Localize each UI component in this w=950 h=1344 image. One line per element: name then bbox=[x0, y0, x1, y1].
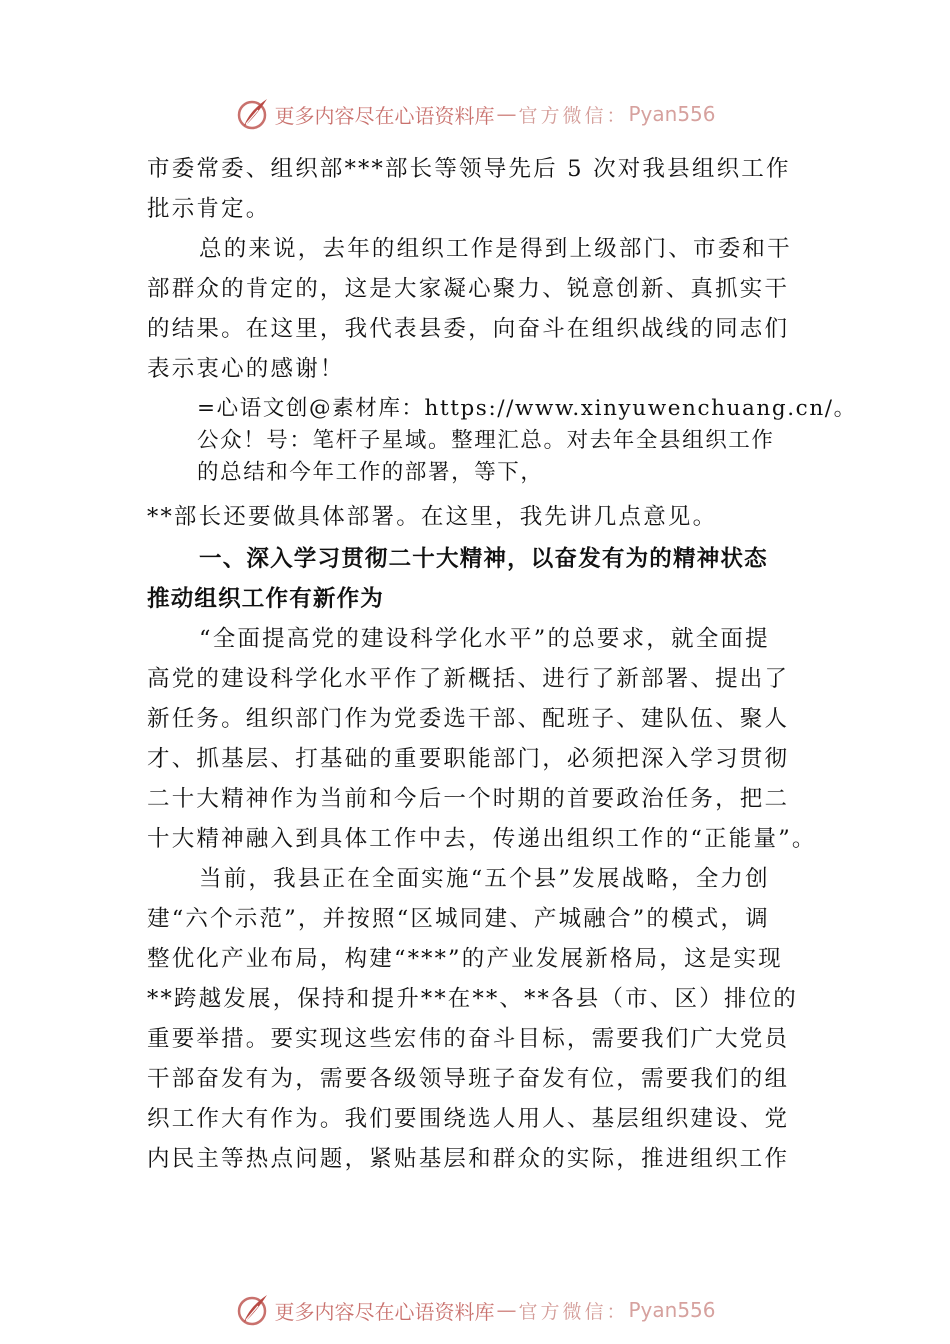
banner-wechat-id: Pyan556 bbox=[628, 102, 716, 126]
quill-logo-icon bbox=[234, 96, 270, 132]
text-line: 的结果。在这里，我代表县委，向奋斗在组织战线的同志们 bbox=[147, 316, 790, 342]
text-line: “全面提高党的建设科学化水平”的总要求，就全面提 bbox=[199, 626, 770, 652]
text-line: 高党的建设科学化水平作了新概括、进行了新部署、提出了 bbox=[147, 666, 790, 692]
watermark-note-line: 的总结和今年工作的部署，等下， bbox=[197, 460, 544, 485]
text-line: 当前，我县正在全面实施“五个县”发展战略，全力创 bbox=[199, 866, 770, 892]
banner-wechat-label: 官方微信： bbox=[518, 1300, 629, 1323]
text-line: 内民主等热点问题，紧贴基层和群众的实际，推进组织工作 bbox=[147, 1146, 790, 1172]
text-line: 新任务。组织部门作为党委选干部、配班子、建队伍、聚人 bbox=[147, 706, 790, 732]
text-line: **跨越发展，保持和提升**在**、**各县（市、区）排位的 bbox=[147, 986, 799, 1012]
text-line: **部长还要做具体部署。在这里，我先讲几点意见。 bbox=[147, 504, 718, 530]
banner-dash: — bbox=[496, 102, 517, 126]
quill-logo-icon bbox=[234, 1292, 270, 1328]
text-line: 重要举措。要实现这些宏伟的奋斗目标，需要我们广大党员 bbox=[147, 1026, 790, 1052]
text-line: 建“六个示范”，并按照“区城同建、产城融合”的模式，调 bbox=[147, 906, 770, 932]
watermark-note-line: 公众！号：笔杆子星域。整理汇总。对去年全县组织工作 bbox=[197, 428, 775, 453]
text-line: 干部奋发有为，需要各级领导班子奋发有位，需要我们的组 bbox=[147, 1066, 790, 1092]
footer-banner bbox=[0, 1290, 950, 1330]
banner-wechat-label: 官方微信： bbox=[518, 104, 629, 127]
text-line: 整优化产业布局，构建“***”的产业发展新格局，这是实现 bbox=[147, 946, 783, 972]
watermark-note-line: =心语文创@素材库：https://www.xinyuwenchuang.cn/。 bbox=[197, 396, 857, 421]
text-line: 市委常委、组织部***部长等领导先后 5 次对我县组织工作 bbox=[147, 156, 791, 182]
section-heading: 一、深入学习贯彻二十大精神，以奋发有为的精神状态 bbox=[199, 546, 768, 572]
text-line: 总的来说，去年的组织工作是得到上级部门、市委和干 bbox=[199, 236, 792, 262]
text-line: 二十大精神作为当前和今后一个时期的首要政治任务，把二 bbox=[147, 786, 790, 812]
text-line: 批示肯定。 bbox=[147, 196, 271, 222]
section-heading: 推动组织工作有新作为 bbox=[147, 586, 385, 612]
banner-text: 更多内容尽在心语资料库 bbox=[274, 1299, 495, 1324]
text-line: 织工作大有作为。我们要围绕选人用人、基层组织建设、党 bbox=[147, 1106, 790, 1132]
text-line: 表示衷心的感谢！ bbox=[147, 356, 345, 382]
text-line: 才、抓基层、打基础的重要职能部门，必须把深入学习贯彻 bbox=[147, 746, 790, 772]
text-line: 部群众的肯定的，这是大家凝心聚力、锐意创新、真抓实干 bbox=[147, 276, 790, 302]
text-line: 十大精神融入到具体工作中去，传递出组织工作的“正能量”。 bbox=[147, 826, 817, 852]
banner-text: 更多内容尽在心语资料库 bbox=[274, 103, 495, 128]
banner-wechat-id: Pyan556 bbox=[628, 1298, 716, 1322]
banner-dash: — bbox=[496, 1298, 517, 1322]
header-banner bbox=[0, 94, 950, 134]
